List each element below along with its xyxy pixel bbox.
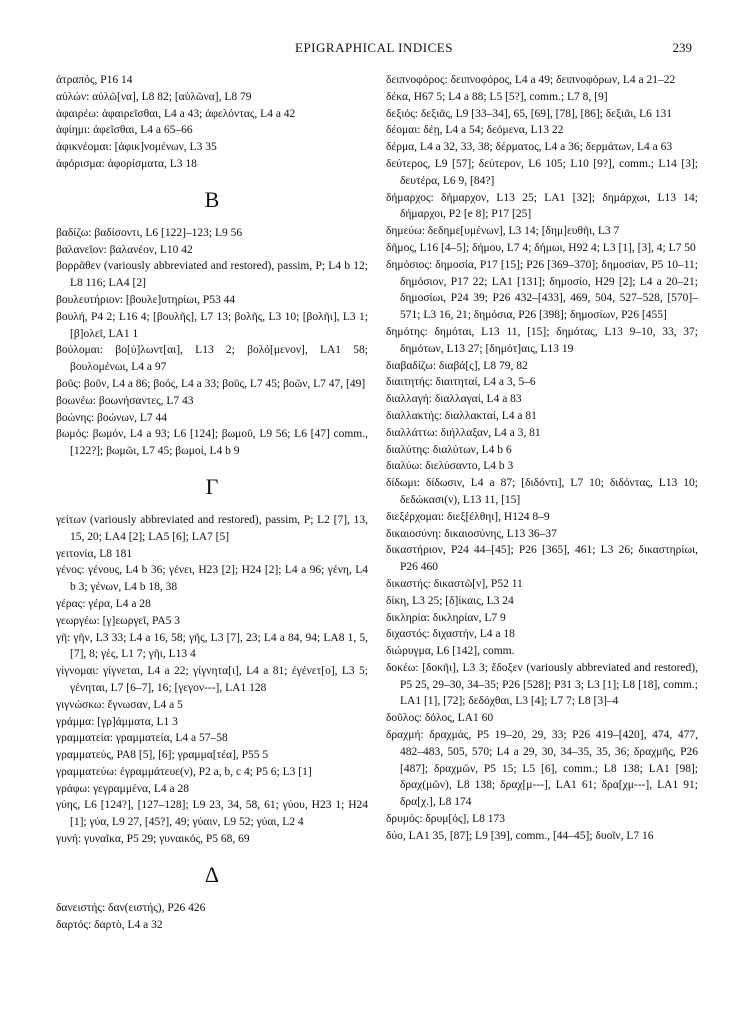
index-entry: διαιτητής: διαιτηταί, L4 a 3, 5–6 [386,376,536,389]
index-entry: βαδίζω: βαδίσοντι, L6 [122]–123; L9 56 [56,226,243,239]
index-entry: ἀφόρισμα: ἀφορίσματα, L3 18 [56,157,197,170]
index-entry: διαλλαγή: διαλλαγαί, L4 a 83 [386,393,522,406]
index-entry: δεύτερος, L9 [57]; δεύτερον, L6 105; L10 [9?], comm.; L14 [3]; δευτέρα, L6 9, [84?] [386,157,698,187]
index-entry: διαλλάττω: διήλλαξαν, L4 a 3, 81 [386,426,541,439]
index-entry: διαβαδίζω: διαβά[ς], L8 79, 82 [386,359,528,372]
index-entry: δανειστής: δαν(ειστής), P26 426 [56,901,206,914]
index-entry: δέομαι: δέῃ, L4 a 54; δεόμενα, L13 22 [386,124,564,137]
index-entry: γράφω: γεγραμμένα, L4 a 28 [56,782,189,795]
index-entry: γῆ: γῆν, L3 33; L4 a 16, 58; γῆς, L3 [7], 23; L4 a 84, 94; LA8 1, 5, [7], 8; γὲς, L1 7; γῆι, L13 4 [56,631,368,661]
index-entry: δραχμή: δραχμάς, P5 19–20, 29, 33; P26 419–[420], 474, 477, 482–483, 505, 570; L4 a 29, 30, 34–35, 35, 36; δραχμῆς, P26 [487]; δραχμῶν, P5 15; L5 [6], comm.; L8 138; LA1 [98]; δραχ(μῶν), L8 138; δραχ[μ---], LA1 61; δρα[χμ---], LA1 91; δρα[χ.], L8 174 [386,729,698,809]
index-entry: ἀφαιρέω: ἀφαιρεῖσθαι, L4 a 43; ἀφελόντας, L4 a 42 [56,107,296,120]
index-entry: γιγνώσκω: ἔγνωσαν, L4 a 5 [56,698,183,711]
index-entry: γύης, L6 [124?], [127–128]; L9 23, 34, 58, 61; γύου, H23 1; H24 [1]; γύα, L9 27, [45?], 49; γύαιν, L9 52; γύαι, L2 4 [56,799,368,829]
index-entry: γέρας: γέρα, L4 a 28 [56,597,151,610]
index-entry: ἀφικνέομαι: [ἀφικ]νομένων, L3 35 [56,141,217,154]
index-entry: δῆμος, L16 [4–5]; δήμου, L7 4; δήμωι, H92 4; L3 [1], [3], 4; L7 50 [386,241,696,254]
index-entry: γυνή: γυναῖκα, P5 29; γυναικός, P5 68, 69 [56,833,250,846]
index-entry: δικληρία: δικληρίαν, L7 9 [386,611,506,624]
index-entry: δέκα, H67 5; L4 a 88; L5 [5?], comm.; L7 8, [9] [386,90,608,103]
index-entry: γραμματεύω: ἐγραμμάτευε(ν), P2 a, b, c 4; P5 6; L3 [1] [56,765,312,778]
index-entry: δύο, LA1 35, [87]; L9 [39], comm., [44–45]; δυοῖν, L7 16 [386,829,654,842]
index-entry: βούλομαι: βο[ύ]λωντ[αι], L13 2; βολό[μενον], LA1 58; βουλομένωι, L4 a 97 [56,344,368,374]
index-entry: αὐλών: αὐλῶ[να], L8 82; [αὐλῶνα], L8 79 [56,90,252,103]
index-entry: βοῦς: βοῦν, L4 a 86; βοός, L4 a 33; βοῦς, L7 45; βοῶν, L7 47, [49] [56,377,366,390]
index-entry: γραμματεία: γραμματεία, L4 a 57–58 [56,732,228,745]
index-entry: γείτων (variously abbreviated and restored), passim, P; L2 [7], 13, 15, 20; LA4 [2]; LA5 [6]; LA7 [5] [56,513,368,543]
index-entry: γένος: γένους, L4 b 36; γένει, H23 [2]; H24 [2]; L4 a 96; γένη, L4 b 3; γένων, L4 b 18, 38 [56,564,368,594]
index-entry: δημεύω: δεδημε[υμένων], L3 14; [δημ]ευθῆι, L3 7 [386,225,620,238]
page-number: 239 [672,40,692,55]
index-entry: ἀτραπός, P16 14 [56,74,133,86]
index-entry: βοωνέω: βοωνήσαντες, L7 43 [56,394,194,407]
index-entry: δρυμός: δρυμ[ός], L8 173 [386,813,506,826]
section-letter-heading: Δ [204,861,220,887]
index-entry: δεξιός: δεξιᾶς, L9 [33–34], 65, [69], [78], [86]; δεξιᾶι, L6 131 [386,107,672,120]
index-entry: δίδωμι: δίδωσιν, L4 a 87; [διδόντι], L7 10; διδόντας, L13 10; δεδώκασι(ν), L13 11, [15] [386,477,698,506]
index-entry: δικαστήριον, P24 44–[45]; P26 [365], 461; L3 26; δικαστηρίωι, P26 460 [386,544,698,574]
index-entry: δημόσιος: δημοσία, P17 [15]; P26 [369–370]; δημοσίαν, P5 10–11; δημόσιον, P17 22; LA1 [131]; δημοσίο, H29 [2]; L4 a 20–21; δημοσίωι, P24 39; P26 432–[433], 469, 504, 527–528, [570]–571; L3 16, 21; δημόσια, P26 [398]; δημοσίων, P26 [455] [386,258,698,322]
index-entry: γεωργέω: [γ]εωργεῖ, PA5 3 [56,614,181,627]
index-entry: διαλλακτής: διαλλακταί, L4 a 81 [386,409,537,422]
left-column [56,72,368,933]
index-entry: δειπνοφόρος: δειπνοφόρος, L4 a 49; δειπνοφόρων, L4 a 21–22 [386,74,676,86]
index-entry: δικαστής: δικαστῶ[ν], P52 11 [386,577,523,590]
index-entry: δοῦλος: δόλος, LA1 60 [386,712,494,725]
index-entry: δικαιοσύνη: δικαιοσύνης, L13 36–37 [386,527,557,540]
index-entry: γραμματεύς, PA8 [5], [6]; γραμμα[τέα], P55 5 [56,749,269,762]
index-entry: γειτονία, L8 181 [56,547,133,560]
running-title: EPIGRAPHICAL INDICES [295,40,453,55]
index-entry: δημότης: δημόται, L13 11, [15]; δημότας, L13 9–10, 33, 37; δημότων, L13 27; [δημότ]αις, L13 19 [386,325,698,355]
index-entry: δίκη, L3 25; [δ]ίκαις, L3 24 [386,594,514,607]
index-entry: δήμαρχος: δήμαρχον, L13 25; LA1 [32]; δημάρχωι, L13 14; δήμαρχοι, P2 [e 8]; P17 [25] [386,191,698,221]
index-entry: δαρτός: δαρτὸ, L4 a 32 [56,918,163,931]
index-entry: διχαστός: διχαστήν, L4 a 18 [386,628,515,641]
index-entry: δέρμα, L4 a 32, 33, 38; δέρματος, L4 a 36; δερμάτων, L4 a 63 [386,141,673,154]
section-letter-heading: B [204,186,220,212]
index-entry: διαλύω: διελύσαντο, L4 b 3 [386,460,514,473]
running-header [56,40,692,58]
index-entry: βωμός: βωμόν, L4 a 93; L6 [124]; βωμοῦ, L9 56; L6 [47] comm., [122?]; βωμῶι, L7 45; βωμοί, L4 b 9 [56,428,368,458]
index-entry: βαλανεῖον: βαλανέον, L10 42 [56,243,193,256]
index-entry: δοκέω: [δοκῆι], L3 3; ἔδοξεν (variously abbreviated and restored), P5 25, 29–30, 34–35; P26 [528]; P31 3; L3 [1]; L8 [18], comm.; LA1 [1], [72]; δεδόχθαι, L3 [4]; L7 7; L8 [3]–4 [386,661,698,708]
index-entry: βοώνης: βοώνων, L7 44 [56,411,168,424]
index-entry: διώρυγμα, L6 [142], comm. [386,645,515,658]
index-entry: διεξέρχομαι: διεξ[έλθηι], H124 8–9 [386,510,550,523]
index-entry: διαλύτης: διαλύτων, L4 b 6 [386,443,512,456]
index-entry: βουλευτήριον: [βουλε]υτηρίωι, P53 44 [56,293,236,306]
index-entry: γίγνομαι: γίγνεται, L4 a 22; γίγνητα[ι], L4 a 81; ἐγένετ[ο], L3 5; γένηται, L7 [6–7], 16; [γεγον---], LA1 128 [56,665,368,694]
index-entry: γράμμα: [γρ]άμματα, L1 3 [56,715,178,728]
right-column [386,72,698,845]
index-entry: βουλή, P4 2; L16 4; [βουλῆς], L7 13; βολῆς, L3 10; [βολῆι], L3 1; [β]ολεῖ, LA1 1 [56,310,368,340]
index-entry: ἀφίημι: ἀφεῖσθαι, L4 a 65–66 [56,124,193,137]
index-entry: βορρᾶθεν (variously abbreviated and restored), passim, P; L4 b 12; L8 116; LA4 [2] [56,260,368,290]
section-letter-heading: Γ [205,473,219,499]
